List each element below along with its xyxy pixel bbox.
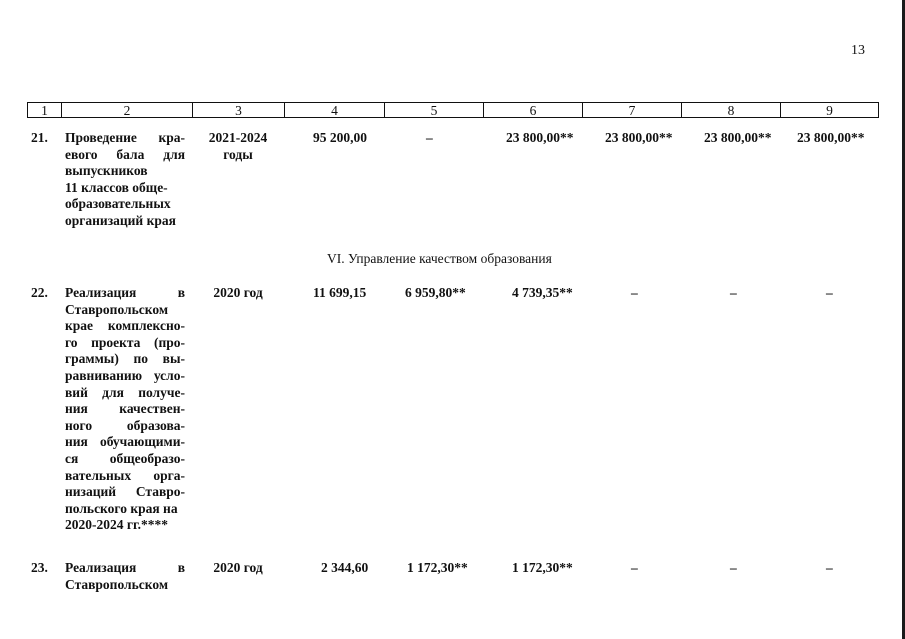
row-col7: 23 800,00**: [605, 130, 673, 145]
row-total: 2 344,60: [321, 560, 369, 575]
header-cell-4: 4: [284, 102, 384, 118]
desc-line: организаций края: [65, 212, 176, 228]
period-line: годы: [223, 146, 253, 162]
row-col5: –: [426, 130, 433, 145]
row-col5: 6 959,80**: [405, 285, 466, 300]
row-period: [192, 560, 284, 577]
row-number: 22.: [31, 285, 48, 300]
row-number: 23.: [31, 560, 48, 575]
row-col7: –: [631, 285, 638, 300]
header-cell-3: 3: [192, 102, 284, 118]
desc-line: вий для получе-: [65, 384, 185, 400]
row-period: [192, 130, 284, 163]
header-cell-2: 2: [61, 102, 192, 118]
period-line: 2020 год: [213, 560, 263, 575]
desc-line: Ставропольском: [65, 301, 169, 317]
desc-line: го проекта (про-: [65, 334, 185, 350]
header-cell-5: 5: [384, 102, 483, 118]
header-cell-9: 9: [780, 102, 879, 118]
desc-line: граммы) по вы-: [65, 351, 185, 367]
header-cell-6: 6: [483, 102, 582, 118]
desc-line: низаций Ставро-: [65, 484, 185, 500]
row-col8: 23 800,00**: [704, 130, 772, 145]
header-cell-7: 7: [582, 102, 681, 118]
desc-line: Реализация в: [65, 560, 185, 575]
desc-line: ся общеобразо-: [65, 450, 185, 466]
desc-line: польского края на: [65, 500, 178, 516]
desc-line: выпускников: [65, 163, 148, 179]
desc-line: евого бала для: [65, 146, 185, 162]
row-col9: –: [826, 285, 833, 300]
page-number: 13: [851, 43, 865, 58]
row-number: 21.: [31, 130, 48, 145]
row-col7: –: [631, 560, 638, 575]
row-col6: 1 172,30**: [512, 560, 573, 575]
desc-line: ния обучающими-: [65, 434, 185, 450]
row-period: [192, 285, 284, 302]
row-total: 11 699,15: [313, 285, 367, 300]
row-col6: 23 800,00**: [506, 130, 574, 145]
section-title: VI. Управление качеством образования: [327, 251, 552, 266]
row-col6: 4 739,35**: [512, 285, 573, 300]
desc-line: образовательных: [65, 196, 171, 212]
desc-line: крае комплексно-: [65, 318, 185, 334]
period-line: 2021-2024: [208, 130, 268, 145]
header-cell-8: 8: [681, 102, 780, 118]
row-col8: –: [730, 560, 737, 575]
row-col5: 1 172,30**: [407, 560, 468, 575]
desc-line: 11 классов обще-: [65, 179, 168, 195]
desc-line: 2020-2024 гг.****: [65, 517, 168, 533]
row-description: [65, 130, 185, 230]
desc-line: ния качествен-: [65, 401, 185, 417]
desc-line: Проведение кра-: [65, 130, 185, 145]
row-col8: –: [730, 285, 737, 300]
desc-line: Ставропольском: [65, 576, 169, 592]
row-description: [65, 285, 185, 534]
row-col9: –: [826, 560, 833, 575]
desc-line: равниванию усло-: [65, 367, 185, 383]
period-line: 2020 год: [213, 285, 263, 300]
desc-line: вательных орга-: [65, 467, 185, 483]
row-col9: 23 800,00**: [797, 130, 865, 145]
header-cell-1: 1: [27, 102, 61, 118]
desc-line: Реализация в: [65, 285, 185, 300]
row-total: 95 200,00: [313, 130, 367, 145]
desc-line: ного образова-: [65, 417, 185, 433]
row-description: [65, 560, 185, 593]
